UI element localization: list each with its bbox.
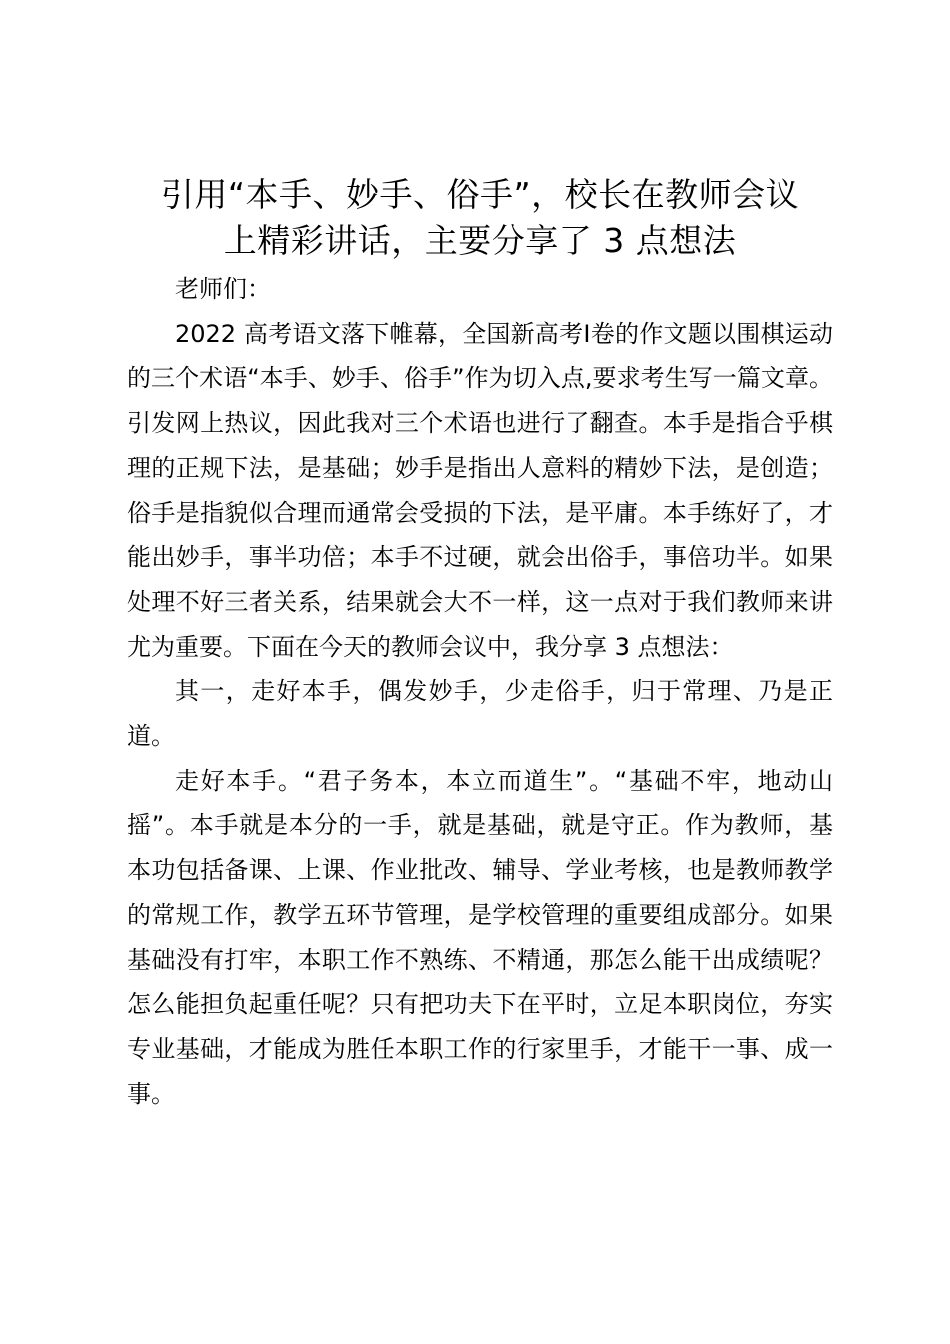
title-line-2: 上精彩讲话，主要分享了 3 点想法 bbox=[223, 221, 737, 260]
body-paragraph-intro: 2022 高考语文落下帷幕，全国新高考Ⅰ卷的作文题以围棋运动的三个术语“本手、妙手、俗手”作为切入点,要求考生写一篇文章。引发网上热议，因此我对三个术语也进行了翻查。本手是指合乎棋理的正规下法，是基础；妙手是指出人意料的精妙下法，是创造；俗手是指貌似合理而通常会受损的下法，是平庸。本手练好了，才能出妙手，事半功倍；本手不过硬，就会出俗手，事倍功半。如果处理不好三者关系，结果就会大不一样，这一点对于我们教师来讲尤为重要。下面在今天的教师会议中，我分享 3 点想法： bbox=[127, 319, 833, 661]
document-page bbox=[127, 172, 833, 1116]
document-title bbox=[121, 172, 839, 264]
salutation: 老师们： bbox=[175, 275, 271, 303]
body-paragraph-benshou: 走好本手。“君子务本，本立而道生”。“基础不牢，地动山摇”。本手就是本分的一手，就是基础，就是守正。作为教师，基本功包括备课、上课、作业批改、辅导、学业考核，也是教师教学的常规工作，教学五环节管理，是学校管理的重要组成部分。如果基础没有打牢，本职工作不熟练、不精通，那怎么能干出成绩呢？怎么能担负起重任呢？只有把功夫下在平时，立足本职岗位，夯实专业基础，才能成为胜任本职工作的行家里手，才能干一事、成一事。 bbox=[127, 766, 833, 1108]
title-line-1: 引用“本手、妙手、俗手”，校长在教师会议 bbox=[160, 175, 800, 214]
body-paragraph-point-one: 其一，走好本手，偶发妙手，少走俗手，归于常理、乃是正道。 bbox=[127, 677, 833, 751]
